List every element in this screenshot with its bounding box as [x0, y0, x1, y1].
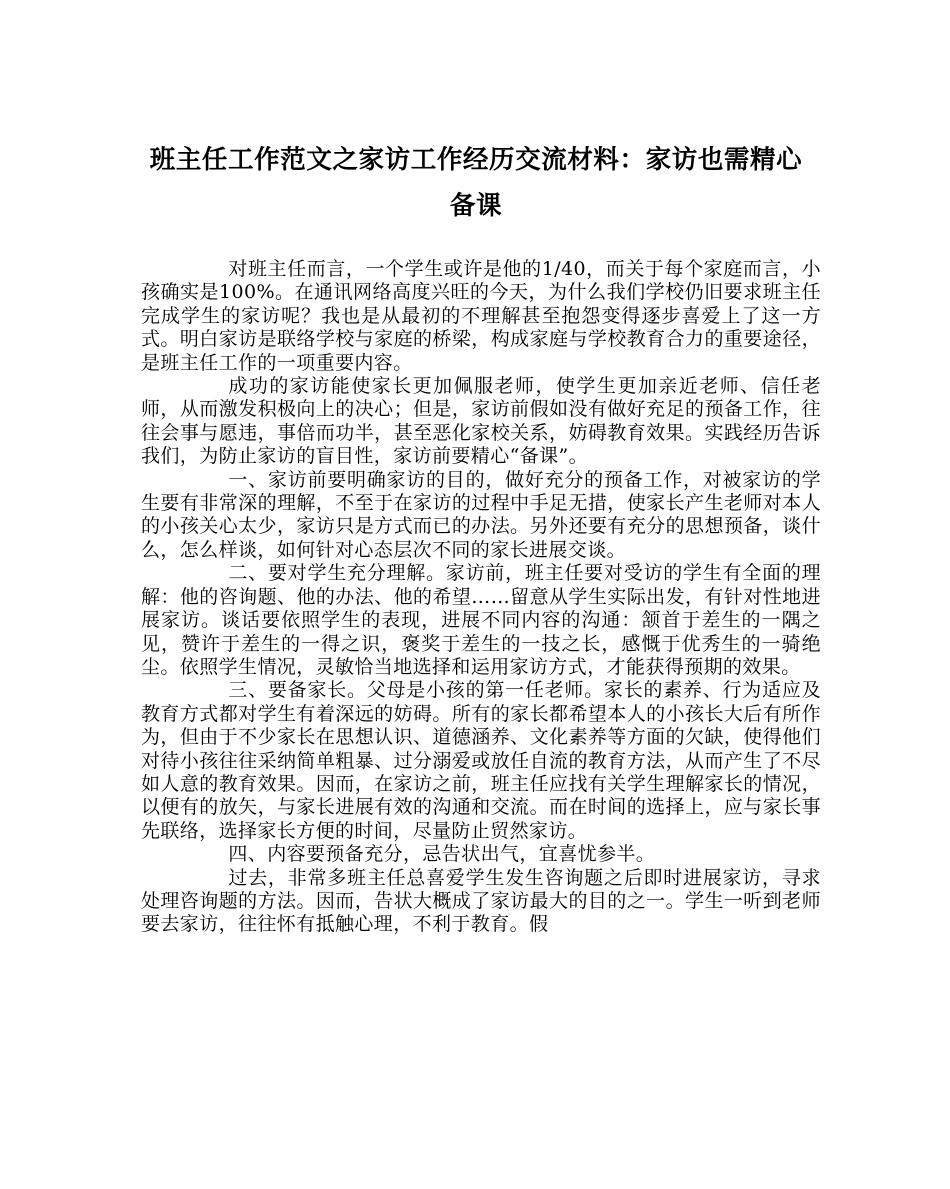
paragraph-point-four: 四、内容要预备充分，忌告状出气，宜喜忧参半。	[228, 843, 656, 866]
document-title: 班主任工作范文之家访工作经历交流材料：家访也需精心备课	[149, 145, 803, 221]
paragraph-point-three: 三、要备家长。父母是小孩的第一任老师。家长的素养、行为适应及教育方式都对学生有着深远的妨碍。所有的家长都希望本人的小孩长大后有所作为，但由于不少家长在思想认识、道德涵养、文化素养等方面的欠缺，使得他们对待小孩往往采纳简单粗暴、过分溺爱或放任自流的教育方法，从而产生了不尽如人意的教育效果。因而，在家访之前，班主任应找有关学生理解家长的情况，以便有的放矢，与家长进展有效的沟通和交流。而在时间的选择上，应与家长事先联络，选择家长方便的时间，尽量防止贸然家访。	[141, 679, 821, 842]
paragraph-point-one: 一、家访前要明确家访的目的，做好充分的预备工作，对被家访的学生要有非常深的理解，不至于在家访的过程中手足无措，使家长产生老师对本人的小孩关心太少，家访只是方式而已的办法。另外还要有充分的思想预备，谈什么，怎么样谈，如何针对心态层次不同的家长进展交谈。	[141, 468, 821, 561]
paragraph-intro: 对班主任而言，一个学生或许是他的1/40，而关于每个家庭而言，小孩确实是100%。在通讯网络高度兴旺的今天，为什么我们学校仍旧要求班主任完成学生的家访呢？我也是从最初的不理解甚至抱怨变得逐步喜爱上了这一方式。明白家访是联络学校与家庭的桥梁，构成家庭与学校教育合力的重要途径，是班主任工作的一项重要内容。	[141, 258, 821, 374]
paragraph-point-two: 二、要对学生充分理解。家访前，班主任要对受访的学生有全面的理解：他的咨询题、他的办法、他的希望……留意从学生实际出发，有针对性地进展家访。谈话要依照学生的表现，进展不同内容的沟通：颔首于差生的一隅之见，赞许于差生的一得之识，褒奖于差生的一技之长，感慨于优秀生的一骑绝尘。依照学生情况，灵敏恰当地选择和运用家访方式，才能获得预期的效果。	[141, 562, 821, 678]
paragraph-successful-visit: 成功的家访能使家长更加佩服老师，使学生更加亲近老师、信任老师，从而激发积极向上的决心；但是，家访前假如没有做好充足的预备工作，往往会事与愿违，事倍而功半，甚至恶化家校关系，妨碍教育效果。实践经历告诉我们，为防止家访的盲目性，家访前要精心“备课”。	[141, 375, 821, 468]
document-body	[141, 258, 821, 937]
paragraph-past-practice: 过去，非常多班主任总喜爱学生发生咨询题之后即时进展家访，寻求处理咨询题的方法。因而，告状大概成了家访最大的目的之一。学生一听到老师要去家访，往往怀有抵触心理，不利于教育。假	[141, 866, 821, 936]
